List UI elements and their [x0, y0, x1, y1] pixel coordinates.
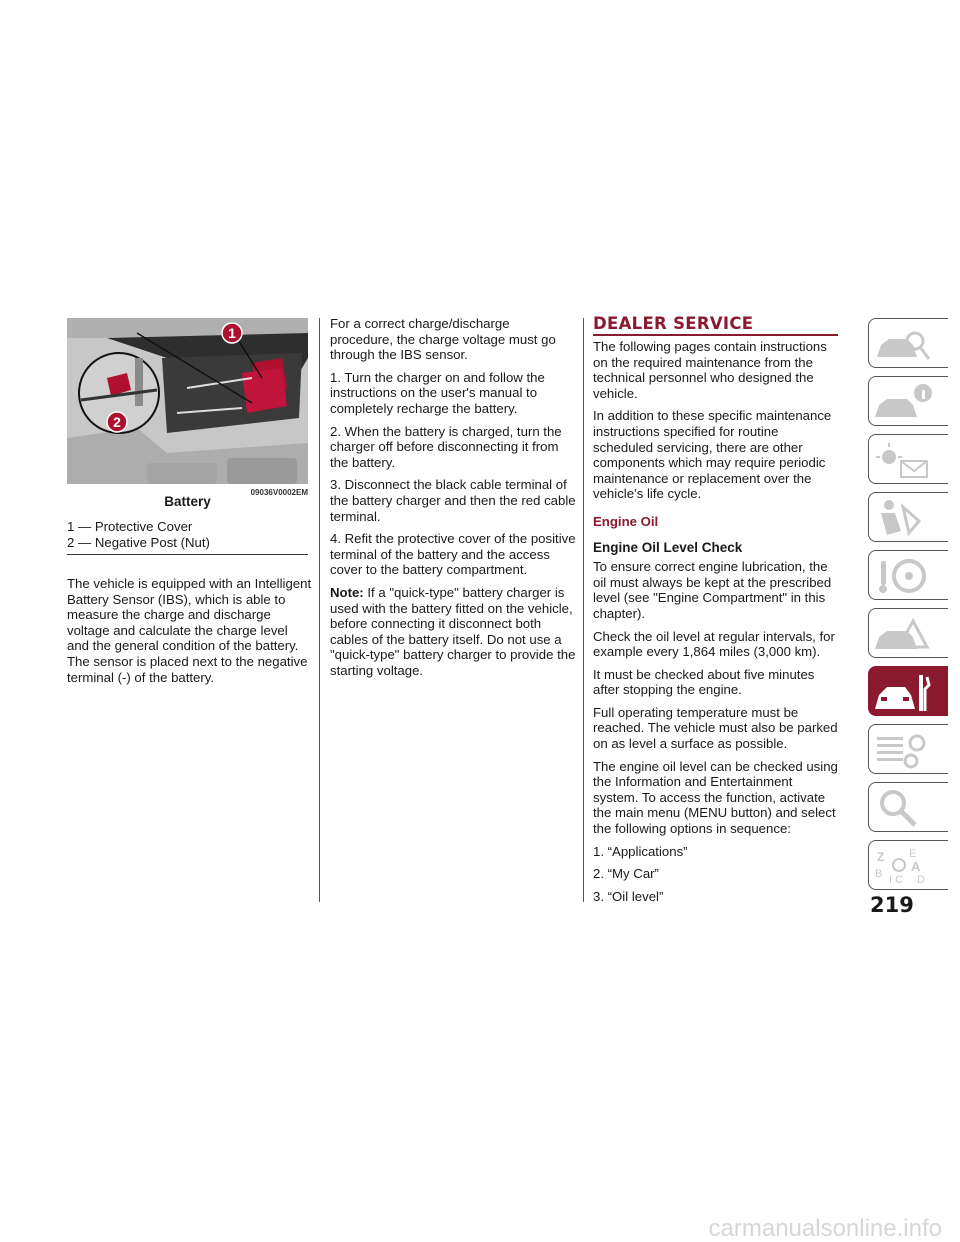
maintenance-paragraph: In addition to these specific maintenance instructions specified for routine scheduled servicing, there are other components which may require periodic maintenance or replacement over the vehicle’s life cycle.	[593, 408, 832, 502]
watermark	[0, 1214, 960, 1242]
legend-item: 1 — Protective Cover	[67, 519, 193, 534]
tab-maintenance[interactable]	[868, 666, 948, 716]
battery-illustration	[67, 318, 308, 484]
oil-paragraph: The engine oil level can be checked using the Information and Entertainment system. To access the function, activate the main menu (MENU button) and select the following options in sequence:	[593, 758, 838, 837]
car-info-icon	[873, 381, 933, 423]
svg-text:Z: Z	[877, 850, 885, 864]
figure-legend	[67, 519, 308, 551]
car-tools-icon	[873, 671, 933, 713]
figure-code: 09036V0002EM	[250, 488, 308, 497]
menu-option: 3. “Oil level”	[593, 888, 664, 904]
note-text: If a "quick-type" battery charger is used with the battery fitted on the vehicle, before connecting it disconnect both cables of the battery itself. Do not use a "quick-type" battery charger to provide the starting voltage.	[330, 584, 576, 678]
svg-text:E: E	[909, 848, 917, 860]
tab-car-search[interactable]	[868, 318, 948, 368]
oil-paragraph: To ensure correct engine lubrication, the oil must always be kept at the prescribed level (see "Engine Compartment" in this chapter).	[593, 559, 832, 621]
svg-text:D: D	[917, 874, 925, 886]
callout-2: 2	[113, 414, 121, 430]
figure-caption: Battery	[164, 494, 211, 509]
magnifier-icon	[873, 787, 933, 829]
legend-divider	[67, 554, 308, 555]
maintenance-intro: The following pages contain instructions on the required maintenance from the technical personnel who designed the vehicle.	[593, 339, 827, 401]
tab-emergency[interactable]	[868, 608, 948, 658]
column-divider	[583, 318, 584, 902]
specifications-icon	[873, 729, 933, 771]
warning-lights-icon	[873, 439, 933, 481]
oil-paragraph: Check the oil level at regular intervals, for example every 1,864 miles (3,000 km).	[593, 628, 835, 660]
step-3: 3. Disconnect the black cable terminal of the battery charger and then the red cable terminal.	[330, 477, 576, 524]
watermark-logo	[602, 1214, 942, 1242]
right-column	[593, 315, 838, 911]
svg-text:carmanualsonline.info: carmanualsonline.info	[708, 1215, 942, 1242]
callout-1: 1	[228, 325, 236, 341]
car-emergency-icon	[873, 613, 933, 655]
section-title: DEALER SERVICE	[593, 314, 754, 333]
tab-specifications[interactable]	[868, 724, 948, 774]
middle-column	[330, 316, 576, 685]
battery-figure	[67, 318, 308, 484]
column-divider	[319, 318, 320, 902]
tab-index[interactable]	[868, 840, 948, 890]
oil-level-check-heading: Engine Oil Level Check	[593, 539, 743, 555]
tab-search[interactable]	[868, 782, 948, 832]
charge-intro: For a correct charge/discharge procedure, the charge voltage must go through the IBS sensor.	[330, 316, 556, 363]
tab-seat-airbag[interactable]	[868, 492, 948, 542]
tab-warning-lights[interactable]	[868, 434, 948, 484]
tab-steering[interactable]	[868, 550, 948, 600]
step-2: 2. When the battery is charged, turn the charger off before disconnecting it from the battery.	[330, 423, 562, 470]
legend-item: 2 — Negative Post (Nut)	[67, 535, 210, 550]
index-icon	[873, 845, 933, 887]
car-search-icon	[873, 323, 933, 365]
menu-option: 1. “Applications”	[593, 843, 688, 859]
left-column	[67, 576, 312, 692]
ibs-paragraph: The vehicle is equipped with an Intelligent Battery Sensor (IBS), which is able to measure the charge and discharge voltage and calculate the charge level and the general condition of the battery. The sensor is placed next to the negative terminal (-) of the battery.	[67, 576, 312, 685]
page-number: 219	[870, 893, 914, 917]
note	[330, 585, 576, 679]
section-title-rule	[593, 334, 838, 336]
note-label: Note:	[330, 584, 364, 600]
oil-paragraph: It must be checked about five minutes after stopping the engine.	[593, 666, 815, 698]
steering-wheel-icon	[873, 555, 933, 597]
step-4: 4. Refit the protective cover of the positive terminal of the battery and the access cover to the battery compartment.	[330, 531, 576, 578]
engine-oil-heading: Engine Oil	[593, 513, 659, 529]
svg-text:I C: I C	[889, 874, 904, 886]
seat-airbag-icon	[873, 497, 933, 539]
tab-car-info[interactable]	[868, 376, 948, 426]
menu-option: 2. “My Car”	[593, 866, 659, 882]
svg-text:A: A	[911, 859, 921, 874]
oil-paragraph: Full operating temperature must be reached. The vehicle must also be parked on as level a surface as possible.	[593, 704, 838, 752]
svg-text:B: B	[875, 868, 883, 880]
step-1: 1. Turn the charger on and follow the instructions on the user's manual to completely recharge the battery.	[330, 369, 545, 416]
